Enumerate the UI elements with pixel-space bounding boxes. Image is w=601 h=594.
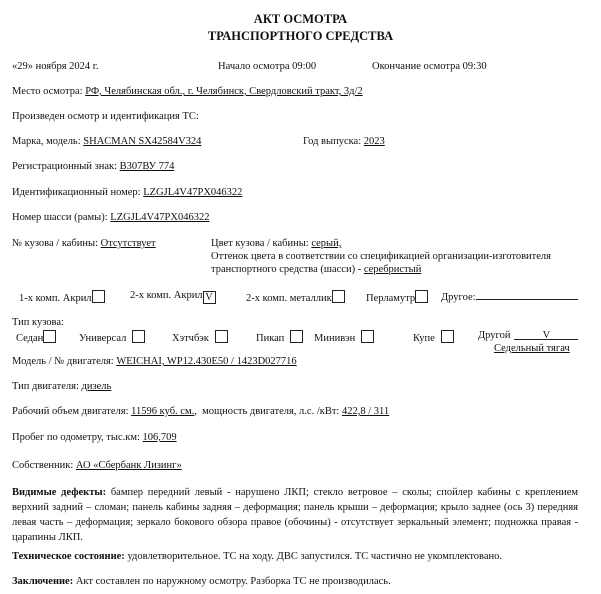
owner-value: АО «Сбербанк Лизинг» [75,460,182,471]
paint-option-4-label: Перламутр [366,293,416,304]
doc-title-line1: АКТ ОСМОТРА [253,12,348,26]
body-type-minivan-label: Минивэн [314,333,356,344]
body-type-pickup [256,330,303,344]
inspection-start: Начало осмотра 09:00 [218,61,317,72]
paint-option-3-checkbox[interactable] [332,290,345,303]
body-type-minivan-checkbox[interactable] [361,330,374,343]
inspection-date: «29» ноября 2024 г. [12,61,99,72]
color-row [211,238,341,249]
chassis-label: Номер шасси (рамы): [12,212,108,223]
color-line3-prefix: транспортного средства (шасси) - [211,264,364,275]
body-type-pickup-checkbox[interactable] [290,330,303,343]
vin-row [12,187,242,198]
body-type-pickup-label: Пикап [256,333,285,344]
color-value: серый, [311,238,342,249]
owner-label: Собственник: [12,460,74,471]
chassis-row [12,212,209,223]
volume-separator: , [194,406,197,417]
year-label: Год выпуска: [303,136,362,147]
reg-row [12,161,174,172]
place-value: РФ, Челябинская обл., г. Челябинск, Свердловский тракт, 3д/2 [85,86,363,97]
engine-value: WEICHAI, WP12.430E50 / 1423D027716 [116,356,297,367]
power-value: 422,8 / 311 [341,406,390,417]
paint-other-field[interactable] [476,290,578,300]
paint-option-2 [130,290,216,304]
paint-option-1-checkbox[interactable] [92,290,105,303]
conclusion-label: Заключение: [12,576,74,587]
body-type-wagon-label: Универсал [79,333,127,344]
body-type-hatchback-label: Хэтчбэк [172,333,209,344]
volume-label: Рабочий объем двигателя: [12,406,129,417]
paint-option-4-checkbox[interactable] [415,290,428,303]
paint-option-3-label: 2-х комп. металлик [246,293,332,304]
inspection-end: Окончание осмотра 09:30 [372,61,487,72]
year-row [303,136,385,147]
defects-paragraph [12,485,578,545]
body-type-label: Тип кузова: [12,317,64,328]
body-type-other-label: Другой [478,330,511,341]
color-line3 [211,264,421,275]
doc-title-line2: ТРАНСПОРТНОГО СРЕДСТВА [207,29,394,43]
make-value: SHACMAN SX42584V324 [83,136,202,147]
mileage-label: Пробег по одометру, тыс.км: [12,432,140,443]
make-row [12,136,201,147]
paint-option-other [441,290,578,303]
body-type-coupe-checkbox[interactable] [441,330,454,343]
body-no-row [12,238,156,249]
power-label: мощность двигателя, л.с. /кВт: [202,406,340,417]
reg-label: Регистрационный знак: [12,161,118,172]
color-line2: Оттенок цвета в соответствии со спецификацией организации-изготовителя [211,251,551,262]
volume-value: 11596 куб. см. [131,406,195,417]
paint-option-3 [246,290,345,304]
owner-row [12,460,182,471]
body-type-other-value-row [494,343,570,354]
body-type-wagon-checkbox[interactable] [132,330,145,343]
engine-type-value: дизель [81,381,112,392]
engine-type-row [12,381,111,392]
mileage-value: 106,709 [142,432,177,443]
body-type-hatchback [172,330,228,344]
body-type-hatchback-checkbox[interactable] [215,330,228,343]
paint-option-other-label: Другое: [441,292,476,303]
body-no-label: № кузова / кабины: [12,238,98,249]
defects-label: Видимые дефекты: [12,487,107,498]
color-label: Цвет кузова / кабины: [211,238,309,249]
defects-text: бампер передний левый - нарушено ЛКП; стекло ветровое – сколы; спойлер кабины с креплением верхний задний – сломан; панель кабины задняя – деформация; панель крыши – деформация; крыло заднее (ось 3) передняя левая часть – деформация; зеркало бокового обзора правое (обочины) - отсутствует зеркальный элемент; подножка правая - царапины ЛКП. [12,487,579,543]
body-type-sedan-checkbox[interactable] [43,330,56,343]
mileage-row [12,432,177,443]
engine-label: Модель / № двигателя: [12,356,114,367]
conclusion-text: Акт составлен по наружному осмотру. Разборка ТС не производилась. [75,576,391,587]
vin-label: Идентификационный номер: [12,187,141,198]
performed-text: Произведен осмотр и идентификация ТС: [12,111,199,122]
body-type-other-mark[interactable]: V [514,330,578,340]
conclusion-paragraph [12,574,578,589]
condition-label: Техническое состояние: [12,551,125,562]
body-type-sedan-label: Седан [16,333,44,344]
condition-text: удовлетворительное. ТС на ходу. ДВС запустился. ТС частично не укомплектовано. [127,551,503,562]
volume-row [12,406,389,417]
body-type-wagon [79,330,145,344]
reg-value: В307ВУ 774 [119,161,175,172]
paint-option-2-label: 2-х комп. Акрил [130,290,203,301]
vin-value: LZGJL4V47PX046322 [143,187,243,198]
paint-option-1-label: 1-х комп. Акрил [19,293,92,304]
engine-type-label: Тип двигателя: [12,381,79,392]
condition-paragraph [12,549,578,564]
make-label: Марка, модель: [12,136,81,147]
place-label: Место осмотра: [12,86,83,97]
paint-option-4 [366,290,428,304]
place-row [12,86,363,97]
body-type-coupe-label: Купе [413,333,435,344]
paint-option-1 [19,290,105,304]
body-type-minivan [314,330,374,344]
body-type-sedan [16,330,56,344]
year-value: 2023 [363,136,385,147]
color-shade-value: серебристый [363,264,422,275]
chassis-value: LZGJL4V47PX046322 [110,212,210,223]
engine-row [12,356,297,367]
body-type-other [478,330,578,341]
body-type-other-value: Седельный тягач [494,343,570,354]
body-no-value: Отсутствует [100,238,156,249]
paint-option-2-checkbox[interactable]: V [203,291,216,304]
body-type-coupe [413,330,454,344]
